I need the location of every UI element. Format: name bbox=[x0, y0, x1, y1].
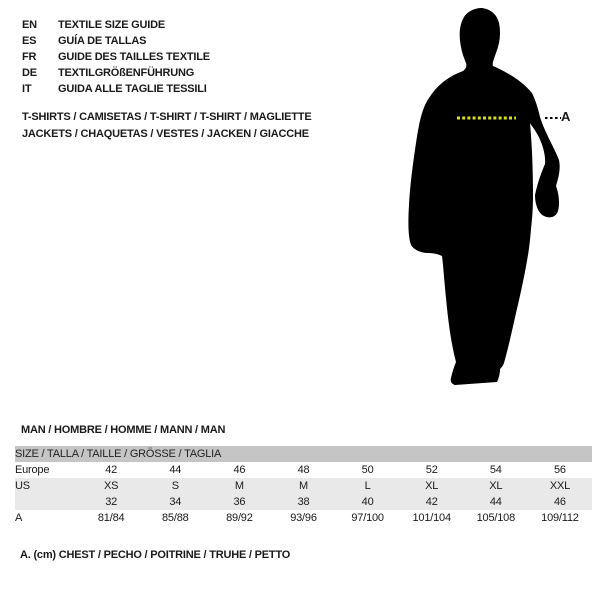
table-cell: 44 bbox=[169, 464, 182, 476]
lang-row-es bbox=[22, 33, 210, 49]
lang-title: GUIDE DES TAILLES TEXTILE bbox=[58, 51, 210, 63]
table-cell: 46 bbox=[233, 464, 246, 476]
table-cell: 42 bbox=[105, 464, 118, 476]
table-cell: 52 bbox=[425, 464, 438, 476]
man-silhouette-figure bbox=[400, 5, 570, 395]
lang-code: FR bbox=[22, 51, 37, 63]
table-cell: S bbox=[143, 478, 207, 494]
table-cell: 34 bbox=[143, 494, 207, 510]
lang-row-en bbox=[22, 17, 210, 33]
table-cell: 54 bbox=[489, 464, 502, 476]
man-silhouette-icon bbox=[400, 5, 570, 395]
table-cell: 38 bbox=[271, 494, 335, 510]
lang-title: GUIDA ALLE TAGLIE TESSILI bbox=[58, 83, 207, 95]
table-cell: M bbox=[271, 478, 335, 494]
lang-title: TEXTILE SIZE GUIDE bbox=[58, 19, 166, 31]
table-header-row bbox=[15, 446, 592, 462]
table-cell: 56 bbox=[554, 464, 566, 476]
row-label: Europe bbox=[15, 464, 50, 476]
table-cell: 36 bbox=[207, 494, 271, 510]
lang-code: EN bbox=[22, 19, 37, 31]
table-cell: XXL bbox=[528, 478, 592, 494]
table-cell: 50 bbox=[361, 464, 374, 476]
table-cell: XL bbox=[400, 478, 464, 494]
table-cell: 105/108 bbox=[476, 512, 515, 524]
row-label bbox=[15, 494, 79, 510]
table-cell: 48 bbox=[297, 464, 310, 476]
measure-marker-label: A bbox=[561, 109, 571, 124]
category-tshirts: T-SHIRTS / CAMISETAS / T-SHIRT / T-SHIRT / MAGLIETTE bbox=[22, 111, 312, 123]
lang-code: IT bbox=[22, 83, 32, 95]
section-title-man: MAN / HOMBRE / HOMME / MANN / MAN bbox=[21, 424, 226, 436]
row-label: A bbox=[15, 512, 23, 524]
table-cell: XS bbox=[79, 478, 143, 494]
lang-title: GUÍA DE TALLAS bbox=[58, 35, 147, 47]
table-cell: 44 bbox=[464, 494, 528, 510]
lang-row-it bbox=[22, 81, 210, 97]
lang-code: DE bbox=[22, 67, 37, 79]
table-cell: 42 bbox=[400, 494, 464, 510]
table-cell: 89/92 bbox=[226, 512, 253, 524]
size-table bbox=[15, 446, 592, 526]
category-block bbox=[22, 109, 311, 143]
table-cell: M bbox=[207, 478, 271, 494]
table-cell: XL bbox=[464, 478, 528, 494]
table-cell: 46 bbox=[528, 494, 592, 510]
table-cell: 81/84 bbox=[97, 512, 125, 524]
table-row-us bbox=[15, 478, 592, 494]
table-cell: 109/112 bbox=[541, 512, 579, 524]
table-cell: 97/100 bbox=[351, 512, 384, 524]
table-cell: 32 bbox=[79, 494, 143, 510]
table-header-cell: SIZE / TALLA / TAILLE / GRÖSSE / TAGLIA bbox=[15, 446, 592, 462]
lang-code: ES bbox=[22, 35, 37, 47]
table-row-numeric bbox=[15, 494, 592, 510]
table-cell: 93/96 bbox=[290, 512, 317, 524]
language-title-block bbox=[22, 17, 210, 97]
table-cell: 85/88 bbox=[162, 512, 189, 524]
category-jackets: JACKETS / CHAQUETAS / VESTES / JACKEN / GIACCHE bbox=[22, 128, 309, 140]
table-cell: L bbox=[336, 478, 400, 494]
lang-row-de bbox=[22, 65, 210, 81]
lang-title: TEXTILGRÖßENFÜHRUNG bbox=[58, 67, 195, 79]
lang-row-fr bbox=[22, 49, 210, 65]
measurement-footnote: A. (cm) CHEST / PECHO / POITRINE / TRUHE / PETTO bbox=[20, 549, 291, 561]
table-row-chest bbox=[15, 510, 592, 526]
row-label: US bbox=[15, 478, 79, 494]
table-row-europe bbox=[15, 462, 592, 478]
table-cell: 40 bbox=[336, 494, 400, 510]
table-cell: 101/104 bbox=[412, 512, 451, 524]
